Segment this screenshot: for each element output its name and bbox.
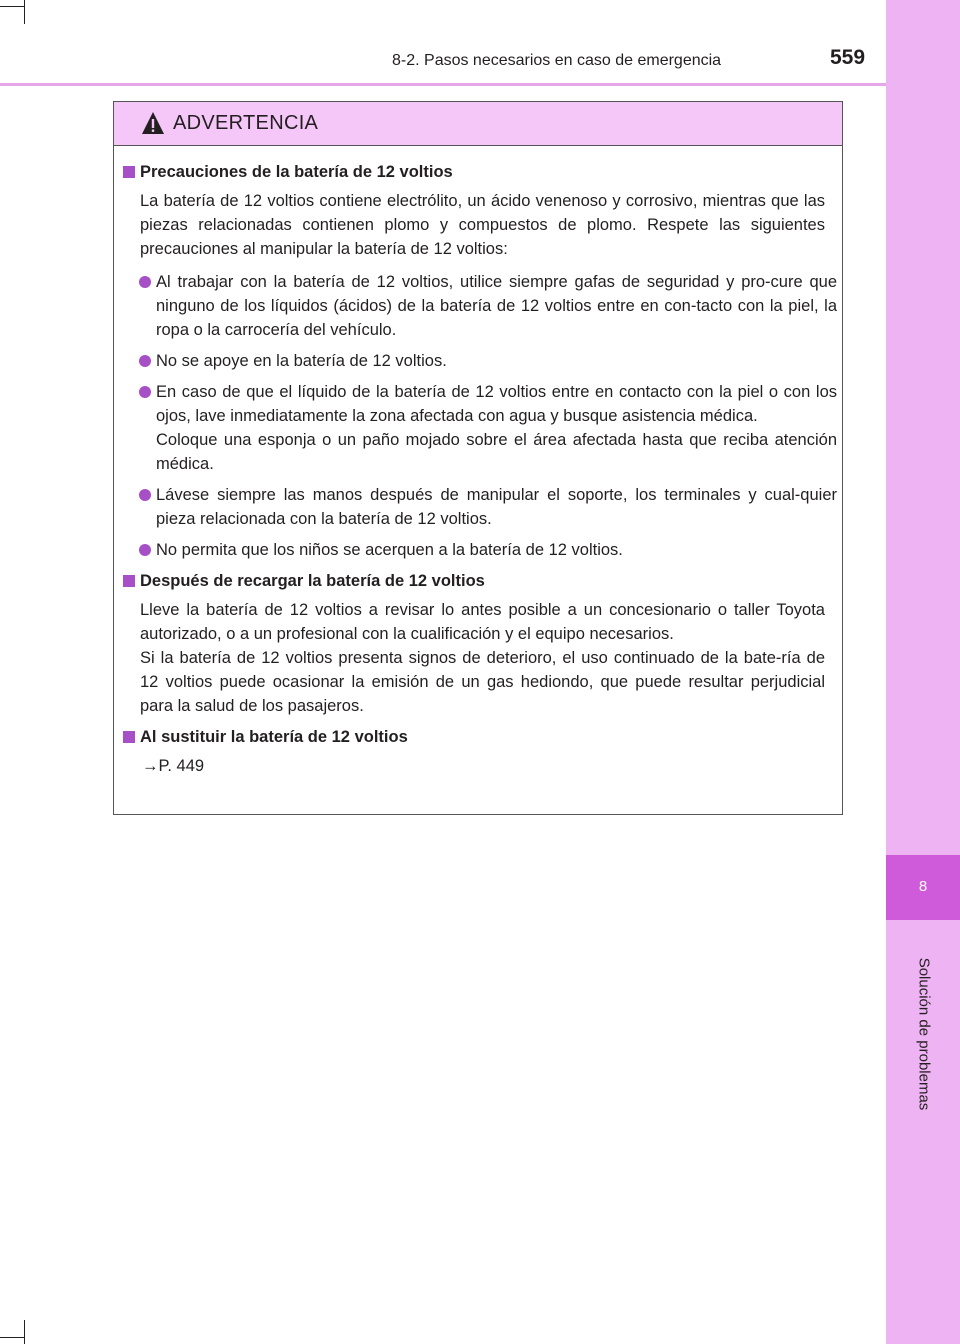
list-item-text: Lávese siempre las manos después de manipular el soporte, los terminales y cual-quier pieza relacionada con la batería de 12 voltios. — [156, 486, 837, 528]
list-item — [114, 380, 837, 476]
list-item — [114, 483, 837, 531]
section-title: 8-2. Pasos necesarios en caso de emergencia — [392, 52, 722, 69]
crop-mark — [24, 1320, 25, 1344]
list-item — [114, 349, 837, 373]
crop-mark — [0, 1337, 24, 1338]
circle-bullet-icon — [139, 489, 151, 501]
section-heading — [114, 725, 841, 749]
side-tab — [886, 0, 960, 1344]
chapter-title: Solución de problemas — [915, 957, 933, 1111]
section-heading — [114, 160, 841, 184]
list-item-text: En caso de que el líquido de la batería de 12 voltios entre en contacto con la piel o con los ojos, lave inmediatamente la zona afectada con agua y busque asistencia médica. — [156, 383, 837, 425]
crop-mark — [0, 6, 24, 7]
warning-header — [114, 102, 842, 146]
header-rule — [0, 83, 886, 86]
warning-triangle-icon — [141, 111, 165, 135]
section-heading-text: Después de recargar la batería de 12 voltios — [140, 572, 485, 590]
warning-box — [113, 101, 843, 815]
section-heading — [114, 569, 841, 593]
warning-title: ADVERTENCIA — [173, 112, 319, 134]
square-bullet-icon — [123, 166, 135, 178]
page-reference-link[interactable]: →P. 449 — [142, 757, 205, 775]
crop-mark — [24, 0, 25, 24]
warning-content — [114, 146, 841, 778]
circle-bullet-icon — [139, 386, 151, 398]
circle-bullet-icon — [139, 544, 151, 556]
section-paragraph: Si la batería de 12 voltios presenta signos de deterioro, el uso continuado de la bate-ría de 12 voltios puede ocasionar la emisión de un gas hediondo, que puede resultar perjudicial para la salud de los pasajeros. — [140, 649, 825, 715]
square-bullet-icon — [123, 731, 135, 743]
section-heading-text: Precauciones de la batería de 12 voltios — [140, 163, 453, 181]
list-item-extra-text: Coloque una esponja o un paño mojado sobre el área afectada hasta que reciba atención médica. — [156, 431, 837, 473]
section-paragraph: La batería de 12 voltios contiene electrólito, un ácido venenoso y corrosivo, mientras que las piezas relacionadas contienen plomo y compuestos de plomo. Respete las siguientes precauciones al manipular la batería de 12 voltios: — [140, 192, 825, 258]
chapter-number: 8 — [918, 878, 928, 895]
square-bullet-icon — [123, 575, 135, 587]
section-heading-text: Al sustituir la batería de 12 voltios — [140, 728, 408, 746]
circle-bullet-icon — [139, 355, 151, 367]
page-number: 559 — [830, 46, 866, 69]
list-item-text: Al trabajar con la batería de 12 voltios, utilice siempre gafas de seguridad y pro-cure que ninguno de los líquidos (ácidos) de la batería de 12 voltios entre en con-tacto con la piel, la ropa o la carrocería del vehículo. — [156, 273, 837, 339]
circle-bullet-icon — [139, 276, 151, 288]
list-item-text: No permita que los niños se acerquen a la batería de 12 voltios. — [156, 541, 623, 559]
list-item-text: No se apoye en la batería de 12 voltios. — [156, 352, 447, 370]
list-item — [114, 538, 837, 562]
section-paragraph: Lleve la batería de 12 voltios a revisar lo antes posible a un concesionario o taller Toyota autorizado, o a un profesional con la cualificación y el equipo necesarios. — [140, 601, 825, 643]
list-item — [114, 270, 837, 342]
